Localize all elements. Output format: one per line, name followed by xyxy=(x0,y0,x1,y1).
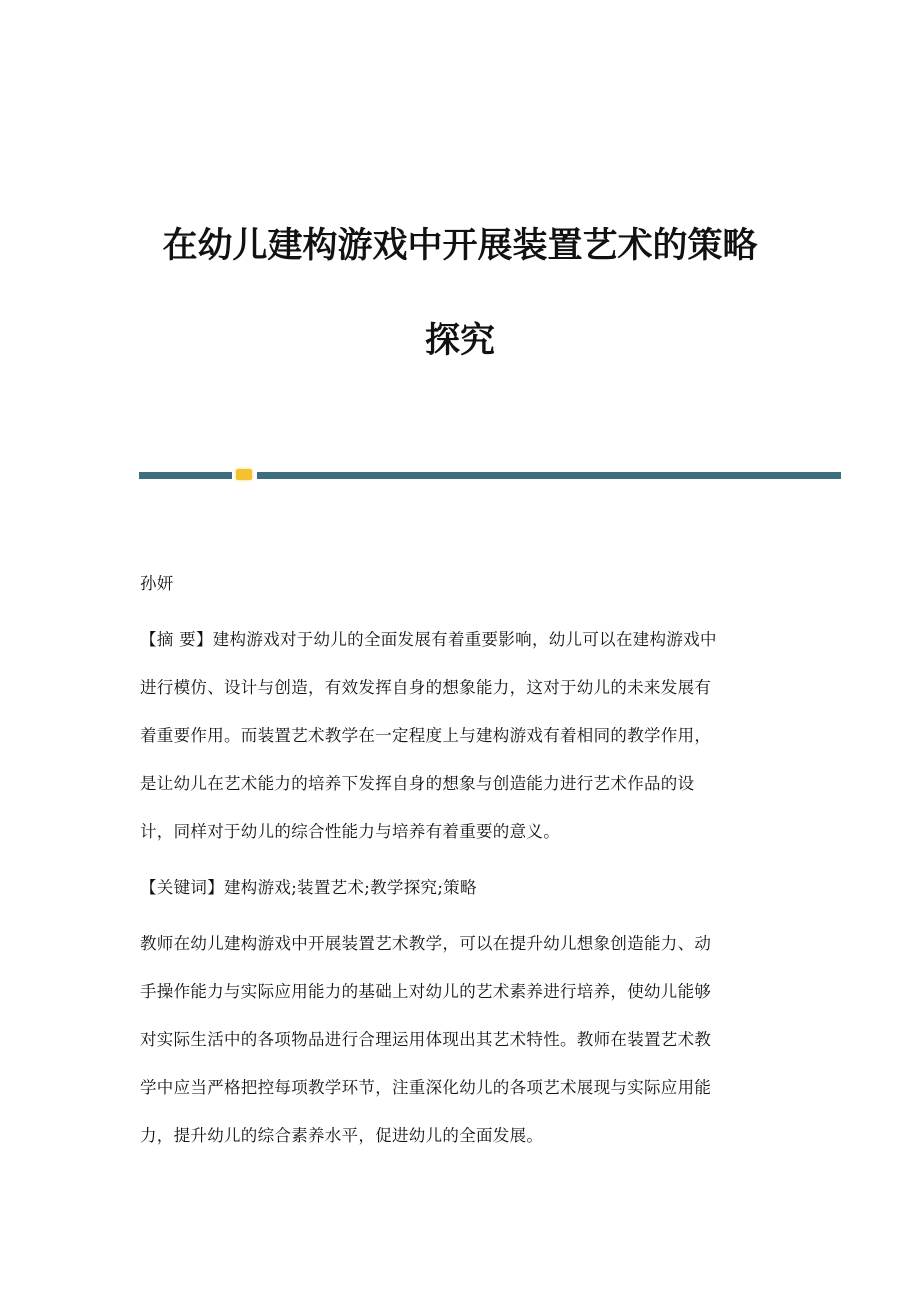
author: 孙妍 xyxy=(140,574,174,593)
body-line: 学中应当严格把控每项教学环节，注重深化幼儿的各项艺术展现与实际应用能 xyxy=(140,1078,712,1097)
body-line: 手操作能力与实际应用能力的基础上对幼儿的艺术素养进行培养，使幼儿能够 xyxy=(140,982,712,1001)
title-line-2: 探究 xyxy=(424,320,495,361)
body-line: 对实际生活中的各项物品进行合理运用体现出其艺术特性。教师在装置艺术教 xyxy=(140,1030,712,1049)
abstract-line: 进行模仿、设计与创造，有效发挥自身的想象能力，这对于幼儿的未来发展有 xyxy=(140,678,712,697)
divider-right xyxy=(257,472,841,479)
abstract-line: 是让幼儿在艺术能力的培养下发挥自身的想象与创造能力进行艺术作品的设 xyxy=(140,774,695,793)
title-line-1: 在幼儿建构游戏中开展装置艺术的策略 xyxy=(162,225,758,266)
body-line: 教师在幼儿建构游戏中开展装置艺术教学，可以在提升幼儿想象创造能力、动 xyxy=(140,934,712,953)
envelope-icon xyxy=(236,469,252,480)
abstract-line: 着重要作用。而装置艺术教学在一定程度上与建构游戏有着相同的教学作用， xyxy=(140,726,712,745)
divider-left xyxy=(139,472,232,479)
abstract-line: 【摘 要】建构游戏对于幼儿的全面发展有着重要影响，幼儿可以在建构游戏中 xyxy=(140,630,717,649)
body-line: 力，提升幼儿的综合素养水平，促进幼儿的全面发展。 xyxy=(140,1126,544,1145)
abstract-line: 计，同样对于幼儿的综合性能力与培养有着重要的意义。 xyxy=(140,822,560,841)
keywords: 【关键词】建构游戏;装置艺术;教学探究;策略 xyxy=(140,878,477,897)
